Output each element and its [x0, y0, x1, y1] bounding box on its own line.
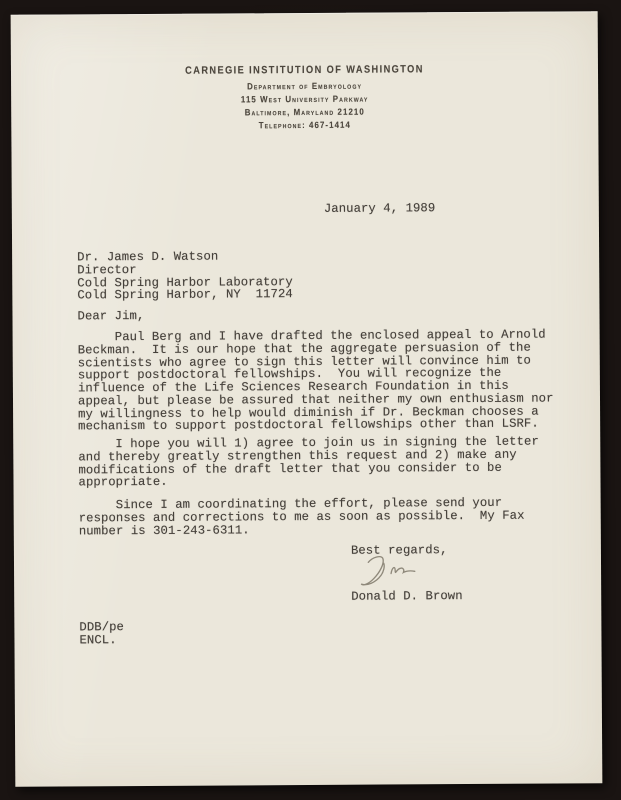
recipient-address: Dr. James D. Watson Director Cold Spring Harbor Laboratory Cold Spring Harbor, NY 11724: [77, 249, 293, 303]
letterhead-city: Baltimore, Maryland 21210: [244, 106, 365, 118]
closing-line: Best regards,: [350, 543, 448, 558]
letterhead: [46, 62, 563, 133]
letter-paper: [11, 11, 603, 787]
handwritten-signature: [358, 553, 424, 589]
letterhead-department: Department of Embryology: [247, 80, 363, 92]
letter-date: January 4, 1989: [323, 201, 436, 216]
body-paragraph-2: I hope you will 1) agree to join us in signing the letter and thereby greatly strengthen this request and 2) make any modifications of the draft letter that you consider to be appropriate.: [78, 434, 539, 490]
letterhead-phone: Telephone: 467-1414: [258, 119, 351, 131]
signer-name: Donald D. Brown: [351, 589, 463, 604]
reference-initials: DDB/pe ENCL.: [79, 620, 125, 648]
letterhead-institution: CARNEGIE INSTITUTION OF WASHINGTON: [185, 63, 424, 77]
body-paragraph-3: Since I am coordinating the effort, please send your responses and corrections to me as soon as possible. My Fax number is 301-243-6311.: [78, 495, 525, 538]
salutation: Dear Jim,: [77, 308, 145, 324]
letterhead-street: 115 West University Parkway: [240, 93, 369, 105]
body-paragraph-1: Paul Berg and I have drafted the enclosed appeal to Arnold Beckman. It is our hope that the aggregate persuasion of the scientists who agree to sign this letter will convince him to support postdoctoral fellowships. You will recognize the influence of the Life Sciences Research Foundation in this appeal, but please be assured that neither my own enthusiasm nor my willingness to help would diminish if Dr. Beckman chooses a mechanism to support postdoctoral fellowships other than LSRF.: [77, 327, 554, 434]
